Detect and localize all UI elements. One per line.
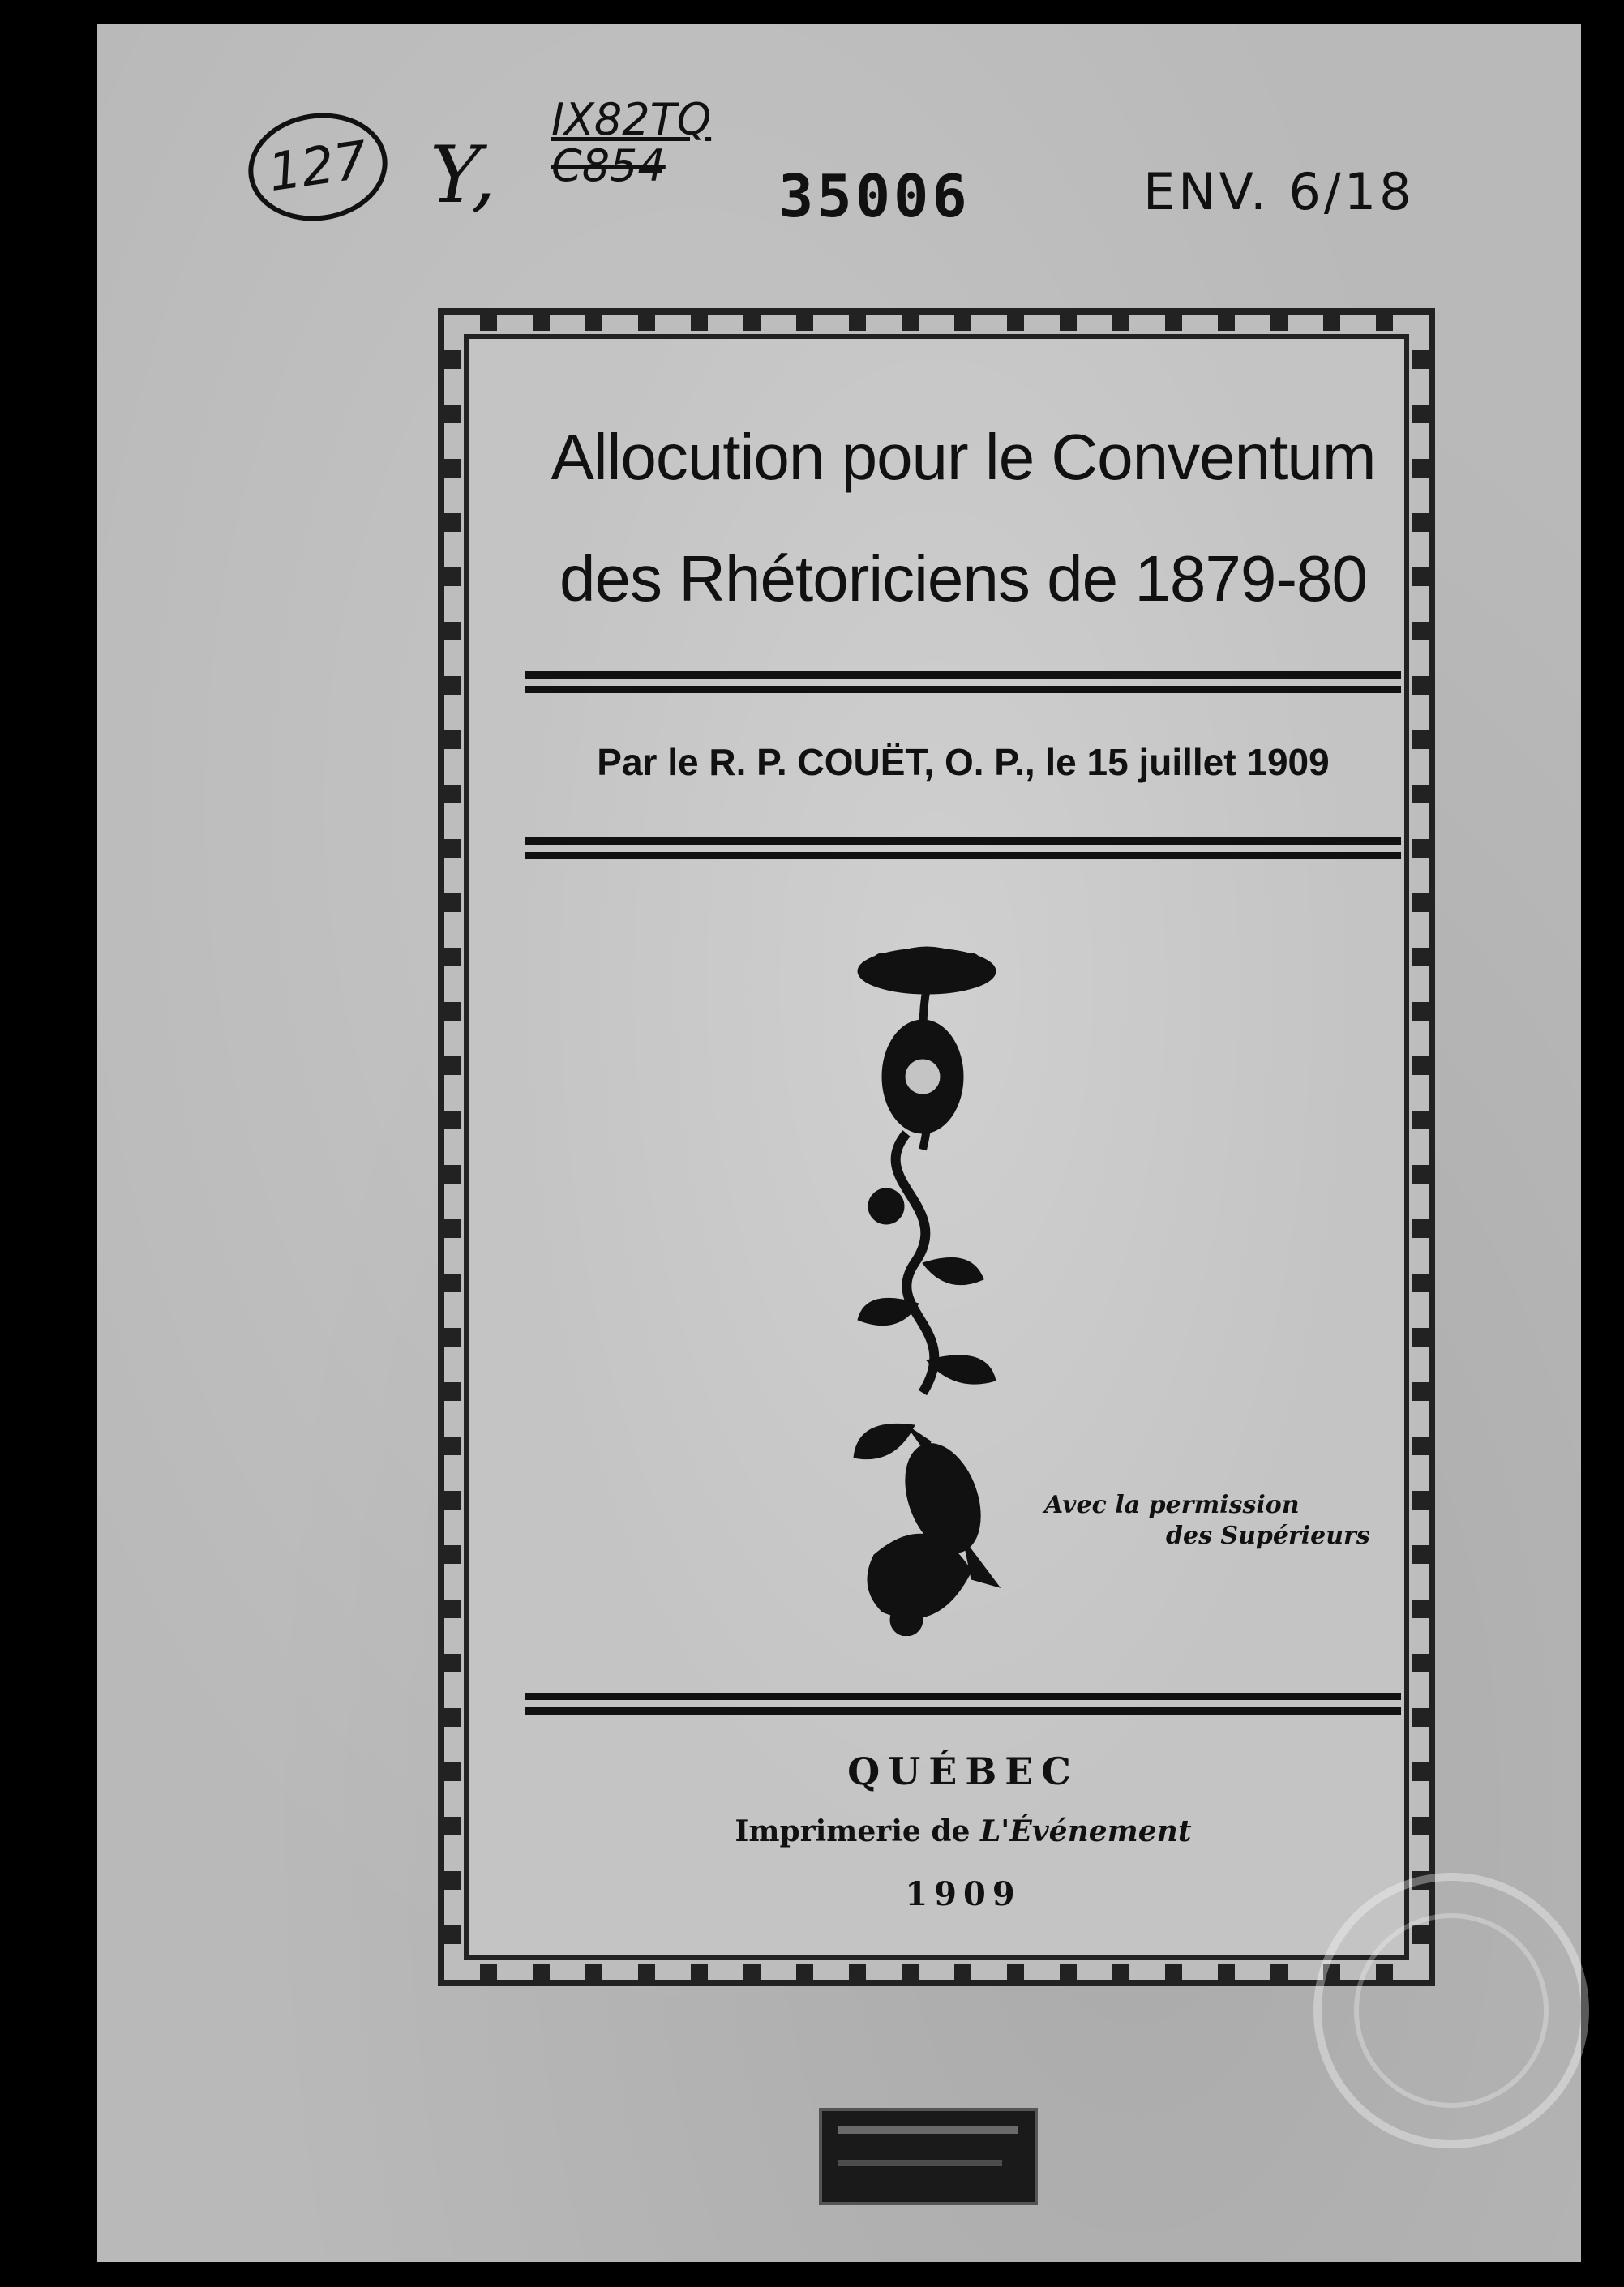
printer-line: [525, 1814, 1401, 1848]
rule-top-1: [525, 671, 1401, 679]
printer-prefix: Imprimerie de: [735, 1814, 971, 1848]
publication-city: QUÉBEC: [847, 1750, 1079, 1793]
circled-number: [242, 105, 395, 230]
permission-line-2: des Supérieurs: [1166, 1521, 1370, 1550]
rule-bottom-1: [525, 1693, 1401, 1700]
stamped-number: 35006: [778, 162, 971, 230]
rule-mid-2: [525, 852, 1401, 859]
circled-number-text: 127: [264, 130, 371, 204]
rule-top-2: [525, 686, 1401, 693]
handwritten-script-mark: Y,: [430, 130, 496, 221]
title-line-1: Allocution pour le Conventum: [551, 421, 1376, 493]
class-mark: [551, 94, 712, 191]
permission-line-1: Avec la permission: [1044, 1491, 1300, 1519]
library-stamp-icon: [1313, 1873, 1589, 2148]
author-line: Par le R. P. COUËT, O. P., le 15 juillet 1909: [597, 741, 1330, 783]
class-mark-top: IX82TQ: [551, 94, 712, 145]
publication-year: 1909: [905, 1875, 1022, 1913]
class-mark-bottom: C854: [551, 139, 666, 191]
floral-vine-with-bird-icon: [850, 939, 1012, 1636]
permission-note: [1044, 1490, 1393, 1551]
printer-name: L'Événement: [979, 1814, 1192, 1848]
shelf-label-icon: [819, 2108, 1038, 2205]
title-line-2: des Rhétoriciens de 1879-80: [559, 542, 1367, 615]
env-mark: ENV. 6/18: [1143, 162, 1415, 221]
scanned-page: [97, 24, 1581, 2262]
rule-bottom-2: [525, 1707, 1401, 1715]
cover-frame: [438, 308, 1435, 1986]
rule-mid-1: [525, 837, 1401, 845]
